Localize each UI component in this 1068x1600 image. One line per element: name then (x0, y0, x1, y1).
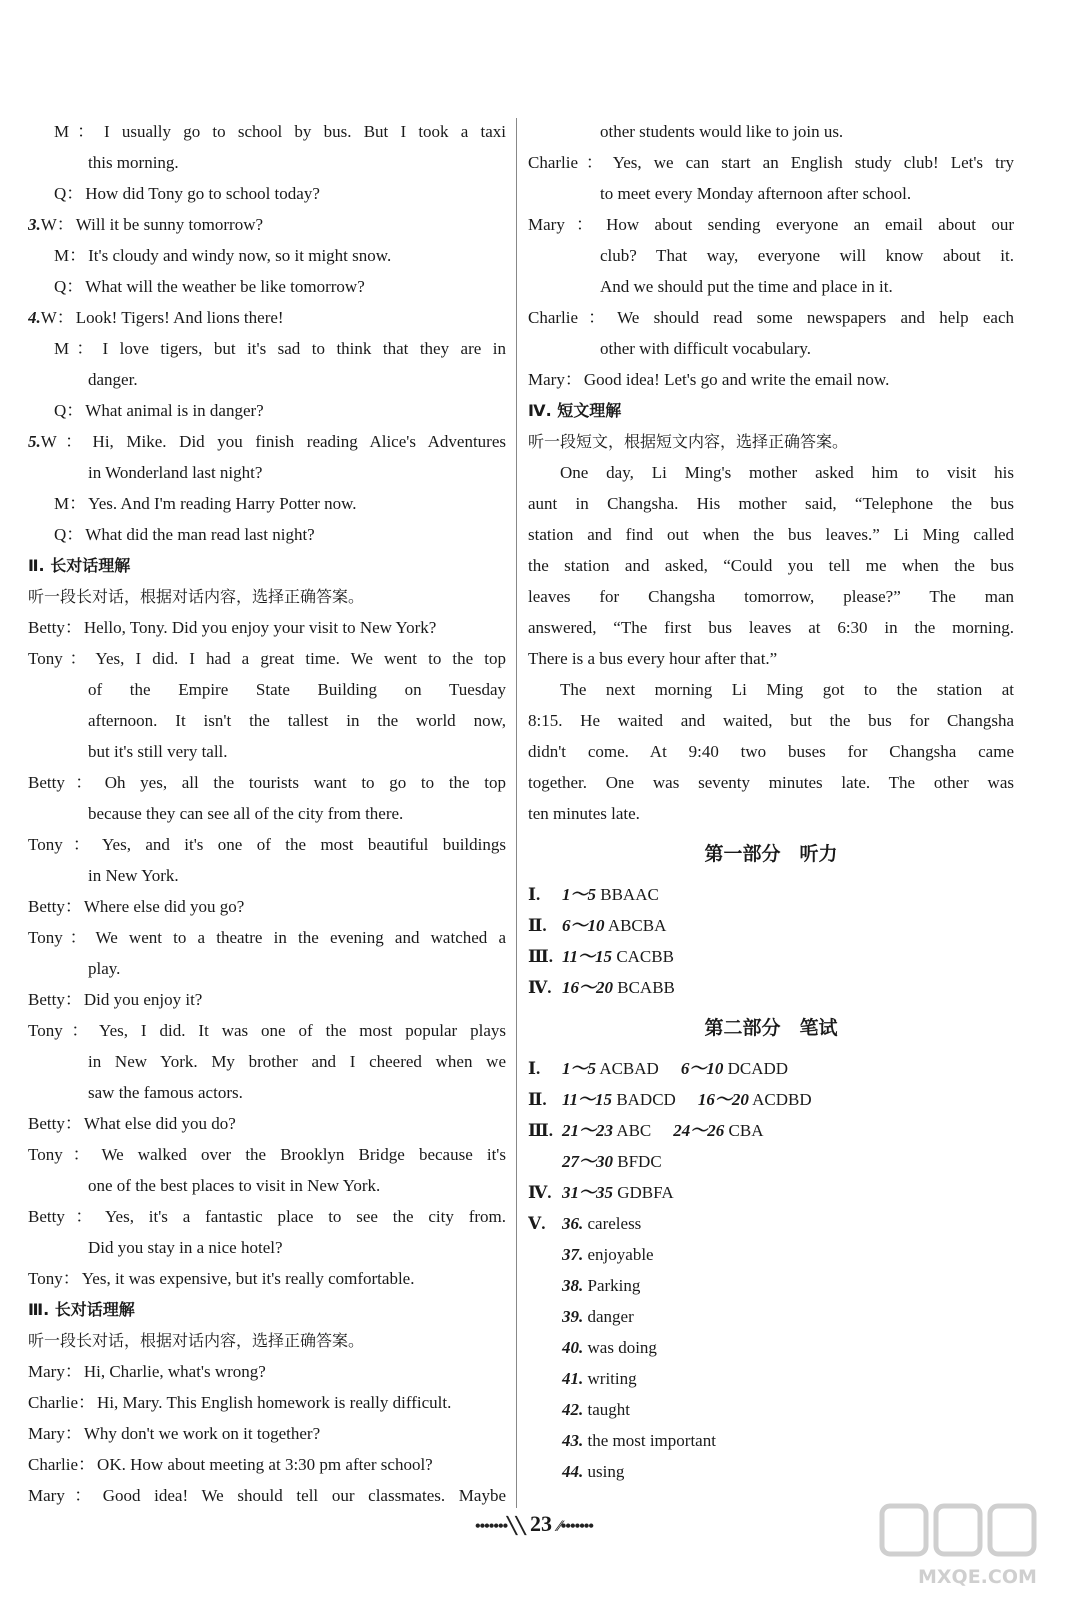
answer-value: ACBAD (599, 1059, 659, 1078)
column-divider (516, 118, 517, 1508)
answer-range: 27～30 (562, 1152, 613, 1171)
answer-row (528, 910, 1014, 941)
answer-range: 11～15 (562, 1090, 613, 1109)
line-text: Did you stay in a nice hotel? (88, 1238, 283, 1257)
answer-row (528, 1301, 1014, 1332)
text-line (28, 767, 506, 798)
answer-range: 40. (562, 1338, 584, 1357)
speaker-label: W： (40, 432, 91, 451)
line-text: How did Tony go to school today? (85, 184, 320, 203)
ornament-left-icon: •••••••╲╲ (474, 1518, 525, 1535)
answer-range: 11～15 (562, 947, 613, 966)
answer-range: 6～10 (680, 1059, 724, 1078)
answer-section-label: Ⅱ. (528, 1090, 547, 1109)
answer-part-heading: 第二部分 笔试 (704, 1017, 838, 1039)
text-line (528, 333, 1014, 364)
line-text: Yes. And I'm reading Harry Potter now. (88, 494, 357, 513)
answer-range: 21～23 (562, 1121, 613, 1140)
speaker-label: Betty： (28, 773, 103, 792)
text-line (28, 798, 506, 829)
text-line (28, 240, 506, 271)
answer-value: Parking (587, 1276, 641, 1295)
answer-row (528, 1239, 1014, 1270)
line-text: of the Empire State Building on Tuesday (88, 680, 506, 699)
speaker-label: Tony： (28, 1145, 100, 1164)
text-line (528, 271, 1014, 302)
line-text: didn't come. At 9:40 two buses for Changsha came (528, 742, 1014, 761)
text-line (28, 1449, 506, 1480)
text-line (28, 116, 506, 147)
answer-row (528, 1053, 1014, 1084)
text-line (28, 302, 506, 333)
line-text: danger. (88, 370, 138, 389)
text-line (528, 736, 1014, 767)
text-line (28, 1418, 506, 1449)
text-line (28, 1170, 506, 1201)
line-text: Hi, Charlie, what's wrong? (83, 1362, 266, 1381)
section-heading: Ⅲ. 长对话理解 (28, 1300, 135, 1319)
answer-value: the most important (587, 1431, 716, 1450)
speaker-label: W： (40, 215, 74, 234)
text-line (28, 1108, 506, 1139)
answer-value: careless (587, 1214, 642, 1233)
text-line (28, 1232, 506, 1263)
line-text: one of the best places to visit in New York. (88, 1176, 381, 1195)
left-column (28, 116, 506, 1511)
line-text: It's cloudy and windy now, so it might snow. (88, 246, 392, 265)
text-line (528, 767, 1014, 798)
speaker-label: Tony： (28, 835, 100, 854)
answer-row (528, 879, 1014, 910)
answer-value: DCADD (727, 1059, 789, 1078)
text-line (28, 271, 506, 302)
line-text: OK. How about meeting at 3:30 pm after school? (97, 1455, 433, 1474)
line-text: saw the famous actors. (88, 1083, 243, 1102)
line-text: this morning. (88, 153, 179, 172)
passage-text (528, 116, 1014, 829)
answer-key (528, 829, 1014, 1487)
answer-value: GDBFA (617, 1183, 674, 1202)
answer-row (528, 941, 1014, 972)
instruction-text: 听一段短文，根据短文内容，选择正确答案。 (528, 432, 849, 451)
text-line (28, 829, 506, 860)
right-column (528, 116, 1014, 1487)
text-line (528, 302, 1014, 333)
text-line (28, 1387, 506, 1418)
answer-row (528, 1146, 1014, 1177)
answer-value: BFDC (617, 1152, 662, 1171)
answer-row (528, 1363, 1014, 1394)
text-line (528, 209, 1014, 240)
text-line (28, 519, 506, 550)
speaker-label: M： (54, 122, 103, 141)
text-line (528, 147, 1014, 178)
speaker-label: Mary： (528, 370, 582, 389)
answer-value: BBAAC (600, 885, 659, 904)
answer-range: 36. (562, 1214, 584, 1233)
line-text: club? That way, everyone will know about it. (600, 246, 1014, 265)
line-text: There is a bus every hour after that.” (528, 649, 778, 668)
line-text: We should read some newspapers and help each (617, 308, 1014, 327)
text-line (28, 984, 506, 1015)
text-line (28, 1201, 506, 1232)
speaker-label: Tony： (28, 1021, 98, 1040)
question-number: 3. (28, 215, 41, 234)
line-text: What else did you do? (83, 1114, 236, 1133)
answer-value: BADCD (616, 1090, 676, 1109)
line-text: play. (88, 959, 121, 978)
ornament-right-icon: ∕∕••••••• (557, 1518, 594, 1535)
text-line (28, 891, 506, 922)
text-line (528, 116, 1014, 147)
text-line (28, 643, 506, 674)
text-line (28, 953, 506, 984)
answer-range: 43. (562, 1431, 584, 1450)
line-text: How about sending everyone an email about our (606, 215, 1014, 234)
line-text: leaves for Changsha tomorrow, please?” The man (528, 587, 1014, 606)
text-line (528, 178, 1014, 209)
answer-value: was doing (587, 1338, 657, 1357)
line-text: other with difficult vocabulary. (600, 339, 812, 358)
line-text: station and find out when the bus leaves.” Li Ming called (528, 525, 1014, 544)
text-line (28, 612, 506, 643)
text-line (28, 1139, 506, 1170)
line-text: Yes, we can start an English study club! Let's try (612, 153, 1014, 172)
line-text: One day, Li Ming's mother asked him to visit his (560, 463, 1014, 482)
text-line (28, 457, 506, 488)
text-line (28, 395, 506, 426)
question-number: 5. (28, 432, 41, 451)
answer-value: danger (587, 1307, 634, 1326)
line-text: other students would like to join us. (600, 122, 844, 141)
page-number: 23 (529, 1511, 552, 1536)
text-line (528, 612, 1014, 643)
line-text: I usually go to school by bus. But I took a taxi (104, 122, 506, 141)
answer-row (528, 1208, 1014, 1239)
line-text: in New York. (88, 866, 179, 885)
speaker-label: Charlie： (28, 1455, 96, 1474)
answer-range: 42. (562, 1400, 584, 1419)
answer-range: 31～35 (562, 1183, 613, 1202)
line-text: because they can see all of the city from there. (88, 804, 404, 823)
answer-section-label: Ⅳ. (528, 978, 552, 997)
answer-value: BCABB (617, 978, 675, 997)
text-line (28, 178, 506, 209)
text-line (28, 705, 506, 736)
line-text: Yes, it was expensive, but it's really comfortable. (81, 1269, 415, 1288)
line-text: Did you enjoy it? (83, 990, 203, 1009)
answer-range: 39. (562, 1307, 584, 1326)
text-line (28, 333, 506, 364)
text-line (28, 488, 506, 519)
answer-value: ACDBD (752, 1090, 812, 1109)
answer-section-label: Ⅳ. (528, 1183, 552, 1202)
speaker-label: W： (40, 308, 74, 327)
speaker-label: Q： (54, 184, 84, 203)
answer-value: ABC (616, 1121, 652, 1140)
answer-section-label: Ⅲ. (528, 947, 553, 966)
answer-row (528, 972, 1014, 1003)
answer-row (528, 1394, 1014, 1425)
line-text: Yes, it's a fantastic place to see the city from. (104, 1207, 506, 1226)
line-text: The next morning Li Ming got to the station at (560, 680, 1014, 699)
line-text: the station and asked, “Could you tell me when the bus (528, 556, 1014, 575)
answer-range: 37. (562, 1245, 584, 1264)
text-line (528, 240, 1014, 271)
answer-row (528, 1425, 1014, 1456)
text-line (28, 426, 506, 457)
answer-row (528, 1270, 1014, 1301)
line-text: Oh yes, all the tourists want to go to the top (104, 773, 506, 792)
answer-section-label: Ⅰ. (528, 1059, 541, 1078)
answer-range: 41. (562, 1369, 584, 1388)
speaker-label: Mary： (528, 215, 605, 234)
speaker-label: Tony： (28, 1269, 80, 1288)
speaker-label: Betty： (28, 990, 82, 1009)
line-text: afternoon. It isn't the tallest in the world now, (88, 711, 506, 730)
line-text: We walked over the Brooklyn Bridge because it's (101, 1145, 506, 1164)
line-text: Yes, I did. It was one of the most popular plays (99, 1021, 506, 1040)
line-text: aunt in Changsha. His mother said, “Telephone the bus (528, 494, 1014, 513)
answer-row (528, 1332, 1014, 1363)
line-text: ten minutes late. (528, 804, 640, 823)
watermark-logo (874, 1498, 1060, 1596)
text-line (528, 705, 1014, 736)
answer-section-label: Ⅰ. (528, 885, 541, 904)
watermark-seal-icon (874, 1498, 1060, 1568)
text-line (28, 364, 506, 395)
speaker-label: M： (54, 339, 101, 358)
text-line (528, 364, 1014, 395)
answer-part-heading: 第一部分 听力 (704, 843, 838, 865)
line-text: We went to a theatre in the evening and watched a (95, 928, 506, 947)
line-text: together. One was seventy minutes late. The other was (528, 773, 1014, 792)
line-text: Why don't we work on it together? (83, 1424, 321, 1443)
answer-range: 16～20 (697, 1090, 749, 1109)
speaker-label: Mary： (28, 1486, 101, 1505)
text-line (28, 922, 506, 953)
instruction-text: 听一段长对话，根据对话内容，选择正确答案。 (28, 587, 365, 606)
speaker-label: M： (54, 246, 87, 265)
line-text: And we should put the time and place in it. (600, 277, 893, 296)
text-line (28, 147, 506, 178)
text-line (28, 1263, 506, 1294)
watermark-text: MXQE.COM (918, 1566, 1037, 1588)
text-line (528, 643, 1014, 674)
line-text: Where else did you go? (83, 897, 245, 916)
answer-value: writing (587, 1369, 637, 1388)
line-text: Will it be sunny tomorrow? (75, 215, 264, 234)
line-text: in Wonderland last night? (88, 463, 263, 482)
speaker-label: Betty： (28, 897, 82, 916)
line-text: Hello, Tony. Did you enjoy your visit to New York? (83, 618, 437, 637)
line-text: What will the weather be like tomorrow? (85, 277, 365, 296)
speaker-label: Tony： (28, 649, 94, 668)
answer-value: CBA (728, 1121, 764, 1140)
line-text: Good idea! We should tell our classmates. Maybe (102, 1486, 506, 1505)
speaker-label: Q： (54, 277, 84, 296)
instruction-text: 听一段长对话，根据对话内容，选择正确答案。 (28, 1331, 365, 1350)
answer-range: 44. (562, 1462, 584, 1481)
text-line (528, 798, 1014, 829)
line-text: in New York. My brother and I cheered when we (88, 1052, 506, 1071)
speaker-label: M： (54, 494, 87, 513)
line-text: Yes, I did. I had a great time. We went to the top (95, 649, 506, 668)
line-text: answered, “The first bus leaves at 6:30 in the morning. (528, 618, 1014, 637)
speaker-label: Q： (54, 401, 84, 420)
answer-range: 1～5 (562, 885, 596, 904)
speaker-label: Charlie： (28, 1393, 96, 1412)
line-text: Look! Tigers! And lions there! (75, 308, 284, 327)
text-line (528, 674, 1014, 705)
line-text: but it's still very tall. (88, 742, 228, 761)
text-line (28, 1046, 506, 1077)
answer-row (528, 1456, 1014, 1487)
text-line (28, 736, 506, 767)
text-line (528, 581, 1014, 612)
text-line (28, 674, 506, 705)
text-line (28, 209, 506, 240)
answer-row (528, 1177, 1014, 1208)
text-line (28, 1356, 506, 1387)
answer-value: using (587, 1462, 625, 1481)
speaker-label: Charlie： (528, 153, 611, 172)
line-text: Yes, and it's one of the most beautiful buildings (101, 835, 506, 854)
text-line (528, 550, 1014, 581)
answer-value: enjoyable (587, 1245, 654, 1264)
question-number: 4. (28, 308, 41, 327)
answer-range: 1～5 (562, 1059, 596, 1078)
line-text: Good idea! Let's go and write the email now. (583, 370, 890, 389)
section-heading: Ⅳ. 短文理解 (528, 401, 622, 420)
speaker-label: Q： (54, 525, 84, 544)
answer-value: taught (587, 1400, 630, 1419)
answer-range: 24～26 (673, 1121, 725, 1140)
line-text: What animal is in danger? (85, 401, 264, 420)
answer-row (528, 1115, 1014, 1146)
answer-value: ABCBA (607, 916, 667, 935)
line-text: to meet every Monday afternoon after school. (600, 184, 912, 203)
line-text: 8:15. He waited and waited, but the bus for Changsha (528, 711, 1014, 730)
answer-value: CACBB (616, 947, 674, 966)
speaker-label: Tony： (28, 928, 94, 947)
text-line (528, 457, 1014, 488)
line-text: I love tigers, but it's sad to think that they are in (102, 339, 506, 358)
speaker-label: Mary： (28, 1424, 82, 1443)
speaker-label: Betty： (28, 618, 82, 637)
line-text: What did the man read last night? (85, 525, 315, 544)
speaker-label: Charlie： (528, 308, 616, 327)
text-line (28, 860, 506, 891)
answer-section-label: Ⅴ. (528, 1214, 546, 1233)
text-line (528, 519, 1014, 550)
answer-row (528, 1084, 1014, 1115)
speaker-label: Betty： (28, 1114, 82, 1133)
answer-range: 38. (562, 1276, 584, 1295)
text-line (28, 1077, 506, 1108)
text-line (528, 488, 1014, 519)
answer-range: 16～20 (562, 978, 613, 997)
answer-section-label: Ⅲ. (528, 1121, 553, 1140)
speaker-label: Betty： (28, 1207, 103, 1226)
text-line (28, 1015, 506, 1046)
answer-section-label: Ⅱ. (528, 916, 547, 935)
speaker-label: Mary： (28, 1362, 82, 1381)
line-text: Hi, Mary. This English homework is really difficult. (97, 1393, 452, 1412)
section-heading: Ⅱ. 长对话理解 (28, 556, 131, 575)
answer-range: 6～10 (562, 916, 605, 935)
line-text: Hi, Mike. Did you finish reading Alice's Adventures (92, 432, 506, 451)
